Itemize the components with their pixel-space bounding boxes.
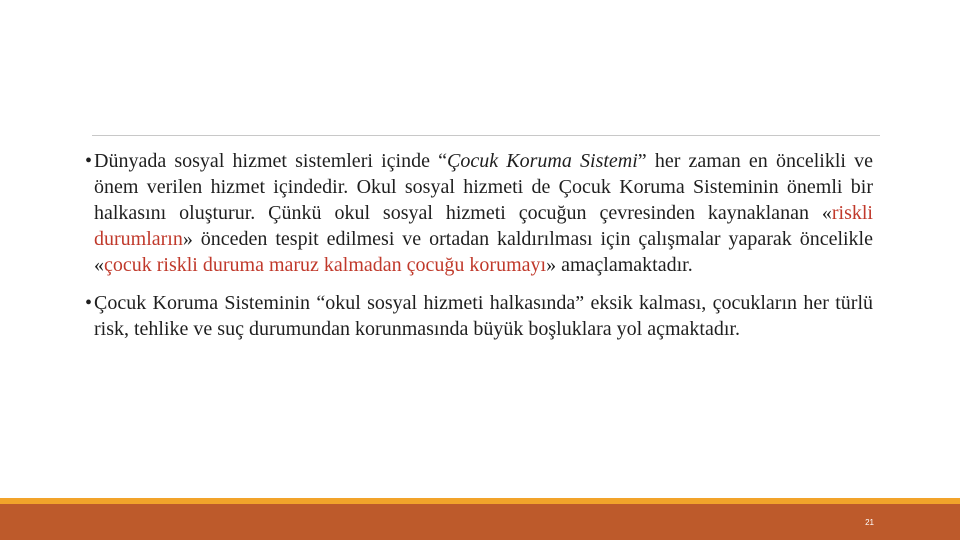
title-divider-line (92, 135, 880, 136)
bullet-1-part-3: ” her zaman en öncelikli ve önem verilen hizmet içindedir. Okul sosyal hizmeti de Çocuk Koruma Sisteminin önemli bir halkasını oluşturur. Çünkü okul sosyal hizmeti çocuğun çevresinden kaynaklanan « (94, 150, 873, 224)
bullet-1-italic-term: Çocuk Koruma Sistemi (447, 150, 638, 172)
bullet-item-1 (86, 148, 873, 278)
footer-band (0, 504, 960, 540)
bullet-1-part-5: » önceden tespit edilmesi ve ortadan kaldırılması için çalışmalar yaparak öncelikle « (94, 228, 873, 276)
slide-body (86, 148, 873, 354)
bullet-icon: • (85, 150, 93, 172)
page-number: 21 (865, 518, 874, 527)
bullet-item-2 (86, 290, 873, 342)
bullet-2-text: Çocuk Koruma Sisteminin “okul sosyal hizmeti halkasında” eksik kalması, çocukların her türlü risk, tehlike ve suç durumundan korunmasında büyük boşluklara yol açmaktadır. (94, 292, 873, 340)
bullet-1-part-1: Dünyada sosyal hizmet sistemleri içinde “ (94, 150, 447, 172)
bullet-1-highlight-protect-child: çocuk riskli duruma maruz kalmadan çocuğu korumayı (104, 254, 547, 276)
bullet-1-part-7: » amaçlamaktadır. (546, 254, 693, 276)
bullet-1-highlight-risky-situations: riskli durumların (94, 202, 873, 250)
bullet-icon: • (85, 292, 93, 314)
